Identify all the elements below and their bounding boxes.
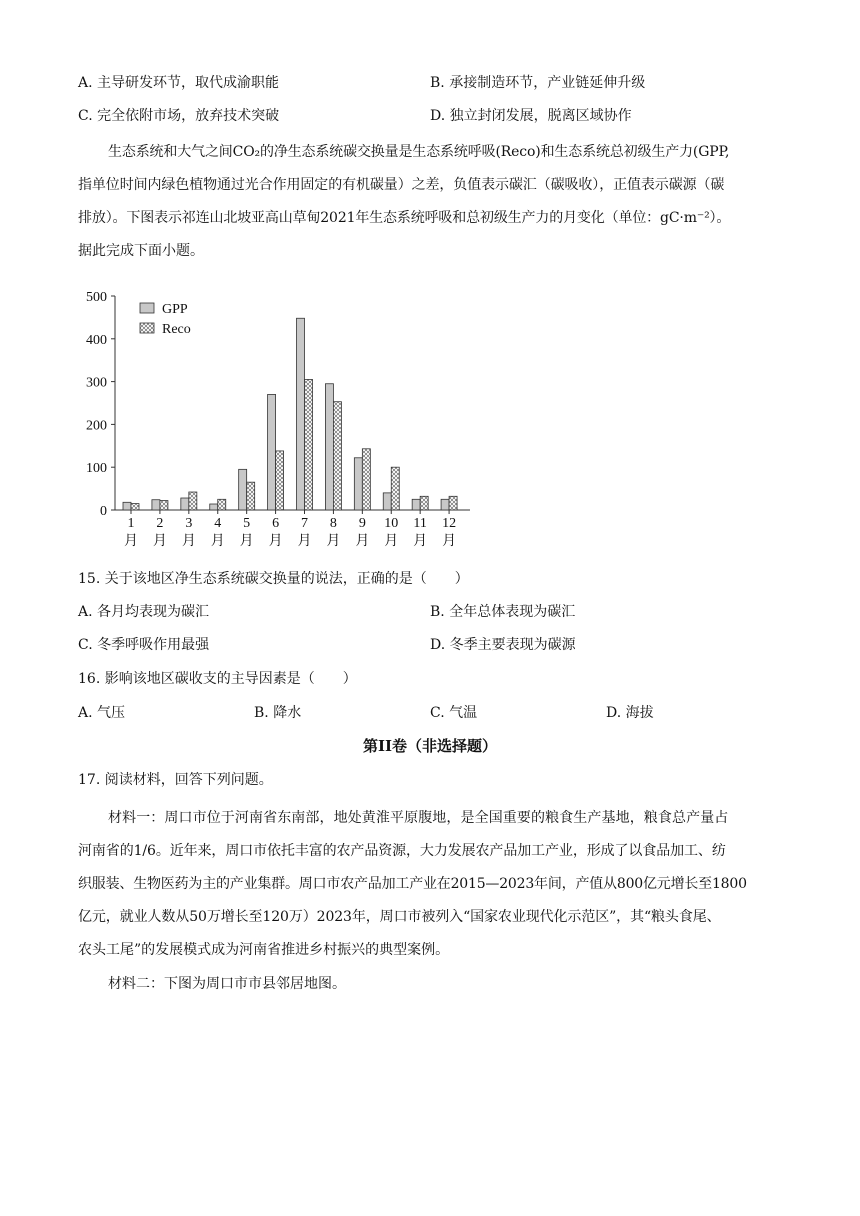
gpp-reco-bar-chart	[70, 282, 490, 554]
x-tick-unit: 月	[210, 534, 225, 549]
q16-option-a: A. 气压	[78, 705, 126, 721]
q16-stem: 16. 影响该地区碳收支的主导因素是（ ）	[78, 671, 357, 687]
q14-option-b: B. 承接制造环节，产业链延伸升级	[430, 75, 646, 91]
bar-gpp	[297, 318, 305, 510]
bar-gpp	[181, 498, 189, 510]
x-tick-unit: 月	[413, 534, 428, 549]
x-tick-label: 12	[442, 516, 457, 531]
x-tick-label: 11	[413, 516, 427, 531]
x-tick-label: 10	[384, 516, 399, 531]
q14-option-a: A. 主导研发环节，取代成渝职能	[78, 75, 280, 91]
y-tick-label: 300	[86, 375, 107, 391]
x-tick-label: 5	[243, 516, 251, 531]
x-tick-label: 9	[358, 516, 366, 531]
bar-gpp	[412, 499, 420, 510]
material-1-line-3: 织服装、生物医药为主的产业集群。周口市农产品加工产业在2015—2023年间，产值从800亿元增长至1800	[78, 876, 747, 892]
bar-reco	[160, 501, 168, 510]
bar-gpp	[383, 493, 391, 510]
bar-gpp	[210, 504, 218, 510]
q15-option-c: C. 冬季呼吸作用最强	[78, 637, 210, 653]
legend-swatch-reco	[140, 323, 154, 333]
bar-gpp	[123, 502, 131, 510]
intro-line-2: 指单位时间内绿色植物通过光合作用固定的有机碳量）之差，负值表示碳汇（碳吸收），正值表示碳源（碳	[78, 177, 725, 193]
legend-label-gpp: GPP	[162, 302, 188, 317]
x-tick-unit: 月	[442, 534, 457, 549]
q17-stem: 17. 阅读材料，回答下列问题。	[78, 772, 273, 788]
bar-reco	[189, 492, 197, 510]
bar-reco	[247, 482, 255, 510]
q15-option-a: A. 各月均表现为碳汇	[78, 604, 210, 620]
bar-reco	[420, 496, 428, 510]
material-1-line-2: 河南省的1/6。近年来，周口市依托丰富的农产品资源，大力发展农产品加工产业，形成了以食品加工、纺	[78, 843, 726, 859]
q16-option-d: D. 海拔	[606, 705, 654, 721]
bar-reco	[218, 499, 226, 510]
x-tick-label: 6	[272, 516, 280, 531]
q16-option-c: C. 气温	[430, 705, 478, 721]
x-tick-label: 1	[127, 516, 135, 531]
section-title: 第II卷（非选择题）	[362, 737, 498, 755]
y-tick-label: 500	[86, 290, 107, 305]
y-tick-label: 100	[86, 461, 107, 477]
bar-reco	[131, 504, 139, 510]
x-tick-label: 3	[185, 516, 193, 531]
q15-option-b: B. 全年总体表现为碳汇	[430, 604, 576, 620]
q15-stem: 15. 关于该地区净生态系统碳交换量的说法，正确的是（ ）	[78, 571, 469, 587]
q16-option-b: B. 降水	[254, 705, 302, 721]
x-tick-unit: 月	[268, 534, 283, 549]
y-tick-label: 200	[86, 418, 107, 434]
x-tick-unit: 月	[239, 534, 254, 549]
bar-gpp	[441, 499, 449, 510]
bar-reco	[391, 467, 399, 510]
bar-reco	[276, 451, 284, 510]
x-tick-unit: 月	[181, 534, 196, 549]
y-tick-label: 0	[100, 504, 107, 519]
q15-option-d: D. 冬季主要表现为碳源	[430, 637, 576, 653]
bar-gpp	[268, 394, 276, 510]
x-tick-unit: 月	[326, 534, 341, 549]
bar-gpp	[354, 458, 362, 510]
bar-reco	[362, 449, 370, 510]
x-tick-label: 4	[214, 516, 222, 531]
bar-gpp	[325, 384, 333, 510]
intro-line-4: 据此完成下面小题。	[78, 243, 204, 259]
x-tick-unit: 月	[384, 534, 399, 549]
legend-label-reco: Reco	[162, 322, 191, 337]
y-tick-label: 400	[86, 332, 107, 348]
x-tick-label: 2	[156, 516, 164, 531]
x-tick-unit: 月	[355, 534, 370, 549]
q14-option-d: D. 独立封闭发展，脱离区域协作	[430, 108, 632, 124]
bar-reco	[333, 402, 341, 510]
x-tick-unit: 月	[124, 534, 138, 549]
material-1-line-5: 农头工尾”的发展模式成为河南省推进乡村振兴的典型案例。	[78, 942, 450, 958]
bar-gpp	[239, 469, 247, 510]
x-tick-label: 8	[329, 516, 337, 531]
material-1-line-4: 亿元，就业人数从50万增长至120万）2023年，周口市被列入“国家农业现代化示范区”，其“粮头食尾、	[78, 909, 721, 925]
bar-reco	[305, 379, 313, 510]
material-1-line-1: 材料一：周口市位于河南省东南部，地处黄淮平原腹地，是全国重要的粮食生产基地，粮食总产量占	[108, 810, 729, 826]
q14-option-c: C. 完全依附市场，放弃技术突破	[78, 108, 280, 124]
x-tick-label: 7	[301, 516, 308, 531]
bar-gpp	[152, 500, 160, 510]
intro-line-1: 生态系统和大气之间CO₂的净生态系统碳交换量是生态系统呼吸(Reco)和生态系统总初级生产力(GPP,	[108, 144, 730, 160]
bar-reco	[449, 496, 457, 510]
intro-line-3: 排放）。下图表示祁连山北坡亚高山草甸2021年生态系统呼吸和总初级生产力的月变化（单位：gC·m⁻²）。	[78, 210, 731, 226]
x-tick-unit: 月	[152, 534, 167, 549]
material-2: 材料二：下图为周口市市县邻居地图。	[108, 976, 346, 992]
legend-swatch-gpp	[140, 303, 154, 313]
x-tick-unit: 月	[297, 534, 312, 549]
